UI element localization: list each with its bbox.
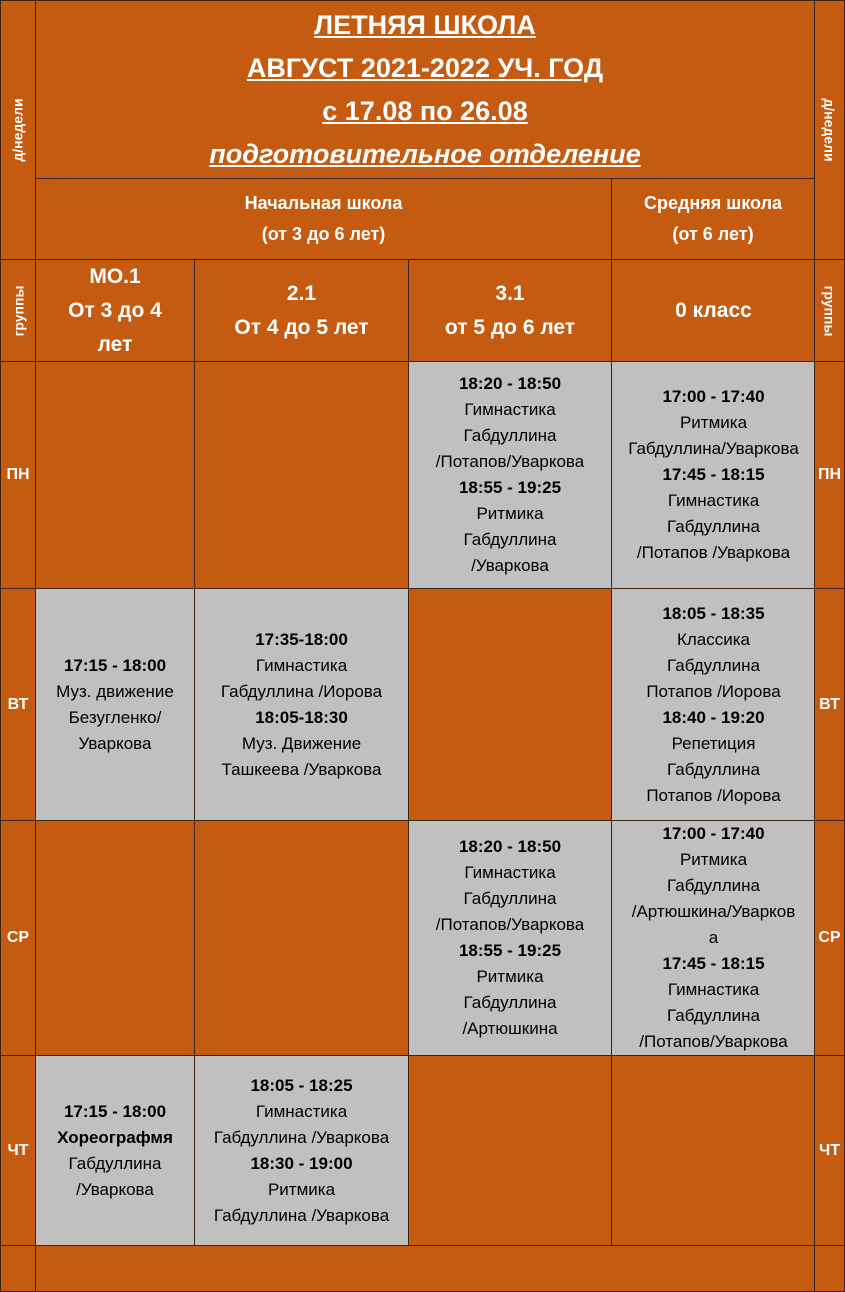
lesson-line: Потапов /Иорова: [646, 785, 781, 805]
group-line: 3.1: [495, 281, 525, 305]
lesson-time: 18:30 - 19:00: [250, 1153, 353, 1173]
lesson-time: 17:00 - 17:40: [662, 387, 765, 406]
schedule-cell: [611, 361, 816, 589]
primary-school-header: [35, 178, 612, 260]
footer-left-cell: [0, 1245, 36, 1292]
empty-cell: [194, 820, 409, 1056]
lesson-line: /Потапов/Уваркова: [435, 915, 585, 934]
lesson-line: /Артюшкина: [462, 1019, 558, 1038]
schedule-cell: [611, 588, 816, 821]
day-label-right: [814, 588, 845, 821]
middle-school-ages: (от 6 лет): [672, 224, 754, 244]
lesson-line: /Уваркова: [76, 1179, 154, 1199]
lesson-line: Классика: [676, 629, 751, 649]
middle-school-name: Средняя школа: [643, 193, 783, 213]
lesson-line: /Уваркова: [471, 556, 549, 575]
title-cell: [35, 0, 815, 179]
group-header-1: [35, 259, 195, 362]
lesson-line: /Потапов/Уваркова: [435, 452, 585, 471]
day-label: СР: [6, 929, 30, 946]
lesson-time: 17:45 - 18:15: [662, 954, 765, 973]
lesson-line: Гимнастика: [667, 491, 760, 510]
lesson-time: Хореографмя: [57, 1127, 173, 1147]
lesson-time: 17:35-18:00: [255, 629, 348, 649]
schedule-cell: [408, 820, 612, 1056]
title-line-1: ЛЕТНЯЯ ШКОЛА: [314, 9, 536, 40]
lesson-line: Ритмика: [679, 850, 748, 869]
title-line-2: АВГУСТ 2021-2022 УЧ. ГОД: [246, 52, 604, 83]
day-label-left: [0, 588, 36, 821]
lesson-line: Гимнастика: [464, 400, 556, 419]
group-line: от 5 до 6 лет: [444, 315, 576, 339]
group-line: лет: [97, 332, 133, 356]
empty-cell: [35, 361, 195, 589]
lesson-time: 18:05 - 18:35: [662, 603, 765, 623]
lesson-time: 18:05 - 18:25: [250, 1075, 353, 1095]
empty-cell: [408, 1055, 612, 1246]
lesson-line: Ритмика: [679, 413, 748, 432]
lesson-line: Уваркова: [78, 733, 152, 753]
right-side-label-cell: [814, 0, 845, 260]
lesson-line: Габдуллина /Уваркова: [213, 1127, 390, 1147]
empty-cell: [194, 361, 409, 589]
group-line: 2.1: [286, 281, 317, 305]
schedule-cell: [194, 588, 409, 821]
empty-cell: [611, 1055, 816, 1246]
groups-label-left: группы: [10, 285, 27, 336]
days-label-left: д/недели: [10, 98, 27, 162]
lesson-line: Гимнастика: [464, 863, 556, 882]
group-line: От 4 до 5 лет: [234, 315, 369, 339]
group-line: 0 класс: [675, 298, 752, 322]
schedule-cell: [35, 588, 195, 821]
primary-school-name: Начальная школа: [244, 193, 403, 213]
lesson-time: 18:05-18:30: [255, 707, 348, 727]
lesson-time: 17:00 - 17:40: [662, 824, 765, 843]
footer-main-cell: [35, 1245, 815, 1292]
primary-school-ages: (от 3 до 6 лет): [261, 224, 386, 244]
schedule-cell: [408, 361, 612, 589]
lesson-line: /Потапов/Уваркова: [639, 1032, 788, 1051]
schedule-cell: [611, 820, 816, 1056]
lesson-line: Ритмика: [476, 504, 544, 523]
lesson-line: Потапов /Иорова: [646, 681, 781, 701]
lesson-line: Габдуллина /Иорова: [220, 681, 383, 701]
title-line-3: с 17.08 по 26.08: [322, 95, 528, 126]
lesson-line: Габдуллина: [667, 1006, 760, 1025]
group-line: МО.1: [89, 264, 141, 288]
lesson-line: Габдуллина: [667, 517, 760, 536]
lesson-line: Муз. движение: [56, 681, 174, 701]
lesson-line: Габдуллина/Уваркова: [628, 439, 799, 458]
days-label-right: д/недели: [821, 98, 838, 162]
day-label: ПН: [6, 466, 30, 483]
lesson-time: 18:20 - 18:50: [458, 837, 562, 856]
group-header-4: [611, 259, 816, 362]
lesson-line: Габдуллина: [463, 426, 557, 445]
lesson-line: Безугленко/: [68, 707, 162, 727]
lesson-line: Репетиция: [671, 733, 756, 753]
lesson-time: 18:20 - 18:50: [458, 374, 562, 393]
schedule-cell: [194, 1055, 409, 1246]
lesson-line: Ритмика: [476, 967, 544, 986]
lesson-line: Габдуллина: [68, 1153, 162, 1173]
day-label-right: [814, 361, 845, 589]
lesson-line: а: [708, 928, 719, 947]
lesson-line: Ритмика: [267, 1179, 336, 1199]
middle-school-header: [611, 178, 815, 260]
lesson-line: /Потапов /Уваркова: [636, 543, 791, 562]
lesson-line: Габдуллина /Уваркова: [213, 1205, 390, 1225]
lesson-time: 18:55 - 19:25: [458, 478, 562, 497]
day-label: ПН: [817, 466, 842, 483]
day-label: СР: [818, 929, 841, 946]
day-label-left: [0, 820, 36, 1056]
lesson-line: Гимнастика: [255, 1101, 348, 1121]
lesson-time: 17:45 - 18:15: [662, 465, 765, 484]
lesson-time: 17:15 - 18:00: [63, 655, 167, 675]
lesson-line: Габдуллина: [463, 993, 557, 1012]
left-side-label-cell: [0, 0, 36, 260]
day-label: ЧТ: [818, 1141, 840, 1159]
group-header-3: [408, 259, 612, 362]
title-line-4: подготовительное отделение: [209, 138, 641, 169]
lesson-time: 17:15 - 18:00: [63, 1101, 167, 1121]
day-label-left: [0, 361, 36, 589]
empty-cell: [35, 820, 195, 1056]
lesson-line: /Артюшкина/Уварков: [631, 902, 796, 921]
lesson-line: Габдуллина: [463, 889, 557, 908]
lesson-line: Муз. Движение: [241, 733, 362, 753]
lesson-line: Габдуллина: [667, 759, 760, 779]
day-label: ВТ: [819, 695, 840, 713]
lesson-line: Ташкеева /Уваркова: [221, 759, 382, 779]
group-header-2: [194, 259, 409, 362]
footer-right-cell: [814, 1245, 845, 1292]
day-label: ВТ: [7, 695, 29, 713]
lesson-line: Гимнастика: [255, 655, 348, 675]
lesson-line: Габдуллина: [667, 876, 760, 895]
lesson-time: 18:55 - 19:25: [458, 941, 562, 960]
group-line: От 3 до 4: [68, 298, 162, 322]
day-label-left: [0, 1055, 36, 1246]
day-label: ЧТ: [7, 1141, 29, 1159]
lesson-time: 18:40 - 19:20: [662, 707, 765, 727]
empty-cell: [408, 588, 612, 821]
day-label-right: [814, 1055, 845, 1246]
groups-label-left-cell: [0, 259, 36, 362]
lesson-line: Гимнастика: [667, 980, 760, 999]
lesson-line: Габдуллина: [667, 655, 760, 675]
groups-label-right-cell: [814, 259, 845, 362]
day-label-right: [814, 820, 845, 1056]
groups-label-right: группы: [821, 285, 838, 336]
schedule-cell: [35, 1055, 195, 1246]
lesson-line: Габдуллина: [463, 530, 557, 549]
